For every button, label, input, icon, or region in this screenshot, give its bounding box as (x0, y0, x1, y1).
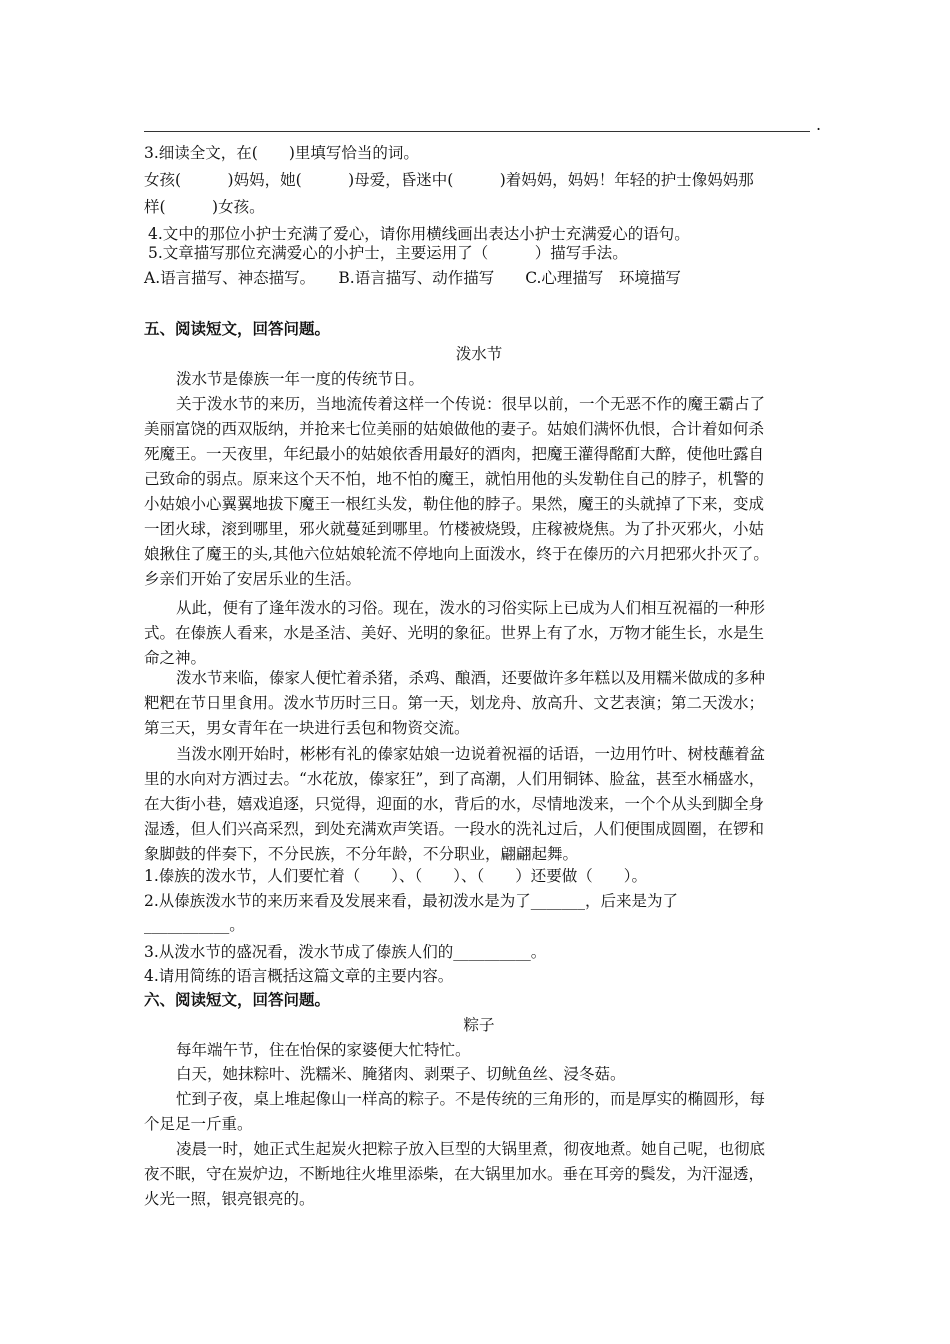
s5-line: 象脚鼓的伴奏下，不分民族，不分年龄，不分职业，翩翩起舞。 (144, 845, 579, 863)
question-5: 5.文章描写那位充满爱心的小护士，主要运用了（ ）描写手法。 (148, 244, 628, 262)
s5-line: 关于泼水节的来历，当地流传着这样一个传说：很早以前，一个无恶不作的魔王霸占了 (176, 395, 766, 413)
s5-line: 粑粑在节日里食用。泼水节历时三日。第一天，划龙舟、放高升、文艺表演；第二天泼水； (144, 694, 765, 712)
s5-line: 乡亲们开始了安居乐业的生活。 (144, 570, 362, 588)
s5-question-2-line-2: ___________。 (144, 916, 245, 934)
s5-line: 死魔王。一天夜里，年纪最小的姑娘依香用最好的酒肉，把魔王灌得酩酊大醉，使他吐露自 (144, 445, 765, 463)
question-3-line-1: 女孩( )妈妈，她( )母爱，昏迷中( )着妈妈，妈妈！年轻的护士像妈妈那 (144, 171, 754, 189)
question-4: 4.文中的那位小护士充满了爱心，请你用横线画出表达小护士充满爱心的语句。 (148, 225, 690, 243)
s5-line: 泼水节是傣族一年一度的传统节日。 (176, 370, 425, 388)
s5-line: 式。在傣族人看来，水是圣洁、美好、光明的象征。世界上有了水，万物才能生长，水是生 (144, 624, 765, 642)
s5-line: 娘揪住了魔王的头,其他六位姑娘轮流不停地向上面泼水，终于在傣历的六月把邪火扑灭了。 (144, 545, 769, 563)
s6-line: 火光一照，银亮银亮的。 (144, 1190, 315, 1208)
s5-line: 命之神。 (144, 649, 207, 667)
s5-line: 里的水向对方洒过去。“水花放，傣家狂”，到了高潮，人们用铜钵、脸盆，甚至水桶盛水， (144, 770, 765, 788)
section-5-title: 泼水节 (455, 345, 503, 363)
s5-question-1: 1.傣族的泼水节，人们要忙着（ ）、（ ）、（ ）还要做（ ）。 (144, 867, 648, 885)
s5-line: 泼水节来临，傣家人便忙着杀猪，杀鸡、酿酒，还要做许多年糕以及用糯米做成的多种 (176, 669, 766, 687)
section-5-heading: 五、阅读短文，回答问题。 (144, 319, 331, 338)
s6-line: 白天，她抹粽叶、洗糯米、腌猪肉、剥栗子、切鱿鱼丝、浸冬菇。 (176, 1065, 626, 1083)
s5-line: 小姑娘小心翼翼地拔下魔王一根红头发，勒住他的脖子。果然，魔王的头就掉了下来，变成 (144, 495, 765, 513)
section-6-title: 粽子 (463, 1016, 495, 1034)
s6-line: 每年端午节，住在怡保的家婆便大忙特忙。 (176, 1041, 471, 1059)
s5-line: 己致命的弱点。原来这个天不怕，地不怕的魔王，就怕用他的头发勒住自己的脖子，机警的 (144, 470, 765, 488)
s5-question-2-line-1: 2.从傣族泼水节的来历来看及发展来看，最初泼水是为了_______，后来是为了 (144, 892, 679, 910)
question-3-line-2: 样( )女孩。 (144, 198, 265, 216)
s6-line: 个足足一斤重。 (144, 1115, 253, 1133)
s5-line: 当泼水刚开始时，彬彬有礼的傣家姑娘一边说着祝福的话语，一边用竹叶、树枝蘸着盆 (176, 745, 766, 763)
answer-line (144, 131, 810, 132)
period-mark: . (816, 115, 822, 134)
s5-line: 在大街小巷，嬉戏追逐，只觉得，迎面的水，背后的水，尽情地泼来，一个个从头到脚全身 (144, 795, 765, 813)
s5-question-3: 3.从泼水节的盛况看，泼水节成了傣族人们的__________。 (144, 943, 547, 961)
s6-line: 夜不眠，守在炭炉边，不断地往火堆里添柴，在大锅里加水。垂在耳旁的鬓发，为汗湿透， (144, 1165, 765, 1183)
s6-line: 凌晨一时，她正式生起炭火把粽子放入巨型的大锅里煮，彻夜地煮。她自己呢，也彻底 (176, 1140, 766, 1158)
s5-question-4: 4.请用简练的语言概括这篇文章的主要内容。 (144, 967, 454, 985)
s5-line: 一团火球，滚到哪里，邪火就蔓延到哪里。竹楼被烧毁，庄稼被烧焦。为了扑灭邪火，小姑 (144, 520, 765, 538)
s6-line: 忙到子夜，桌上堆起像山一样高的粽子。不是传统的三角形的，而是厚实的椭圆形，每 (176, 1090, 766, 1108)
question-5-options: A.语言描写、神态描写。 B.语言描写、动作描写 C.心理描写 环境描写 (144, 269, 681, 287)
question-3: 3.细读全文，在( )里填写恰当的词。 (144, 144, 419, 162)
section-6-heading: 六、阅读短文，回答问题。 (144, 990, 331, 1009)
s5-line: 从此，便有了逢年泼水的习俗。现在，泼水的习俗实际上已成为人们相互祝福的一种形 (176, 599, 766, 617)
s5-line: 美丽富饶的西双版纳，并抢来七位美丽的姑娘做他的妻子。姑娘们满怀仇恨，合计着如何杀 (144, 420, 765, 438)
s5-line: 第三天，男女青年在一块进行丢包和物资交流。 (144, 719, 470, 737)
s5-line: 湿透，但人们兴高采烈，到处充满欢声笑语。一段水的洗礼过后，人们便围成圆圈，在锣和 (144, 820, 765, 838)
